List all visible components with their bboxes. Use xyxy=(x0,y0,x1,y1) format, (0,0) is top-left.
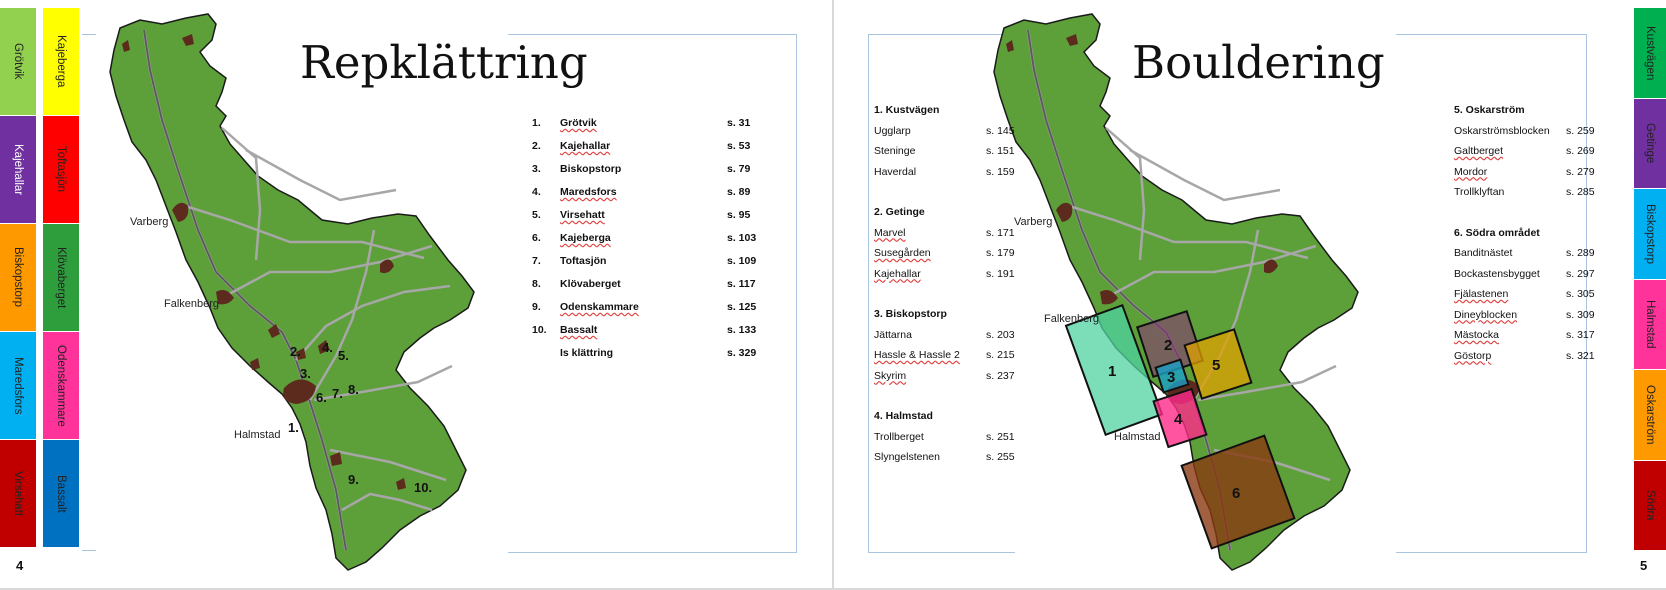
area-item-page-ref: s. 237 xyxy=(986,369,1015,382)
halland-map xyxy=(984,10,1374,575)
area-item-page-ref: s. 203 xyxy=(986,328,1015,341)
section-tab-maredsfors[interactable] xyxy=(0,332,36,439)
map-land xyxy=(994,14,1358,570)
area-item-page-ref: s. 321 xyxy=(1566,349,1595,362)
area-item-page-ref: s. 215 xyxy=(986,349,1015,361)
section-tab-virsehatt[interactable] xyxy=(0,440,36,547)
area-number: 1 xyxy=(1108,363,1117,380)
area-item-name: Susegården xyxy=(874,247,931,259)
section-tab-label: Biskopstorp xyxy=(12,247,24,308)
toc-page-ref: s. 133 xyxy=(727,324,757,336)
toc-crag-name: Biskopstorp xyxy=(560,163,622,175)
area-group xyxy=(874,304,1024,386)
section-tab-bassalt[interactable] xyxy=(43,440,79,547)
area-item-page-ref: s. 179 xyxy=(986,247,1015,259)
area-item[interactable] xyxy=(1454,121,1624,142)
area-item-name: Hassle & Hassle 2 xyxy=(874,349,960,361)
area-item-page-ref: s. 289 xyxy=(1566,247,1595,259)
section-tab-label: Getinge xyxy=(1644,123,1656,164)
area-item-name: Trollklyftan xyxy=(1454,186,1505,198)
area-item-page-ref: s. 279 xyxy=(1566,165,1595,178)
page-title: Bouldering xyxy=(1132,36,1385,89)
area-item-page-ref: s. 145 xyxy=(986,124,1015,137)
toc-page-ref: s. 79 xyxy=(727,163,751,175)
toc-row[interactable] xyxy=(532,204,792,227)
toc-row[interactable] xyxy=(532,273,792,296)
town-label-falkenberg: Falkenberg xyxy=(164,298,220,310)
section-tab-biskopstorp[interactable] xyxy=(1634,189,1666,279)
section-tab-odenskammare[interactable] xyxy=(43,332,79,439)
section-tab-label: Kustvägen xyxy=(1644,25,1656,80)
section-tab-label: Maredsfors xyxy=(12,356,24,415)
crag-marker: 8. xyxy=(348,382,359,397)
crag-marker: 2. xyxy=(290,344,301,359)
area-item[interactable] xyxy=(874,141,1024,162)
area-item-name: Göstorp xyxy=(1454,349,1492,362)
area-number: 4 xyxy=(1174,411,1183,428)
area-item-page-ref: s. 297 xyxy=(1566,267,1595,280)
crag-marker: 6. xyxy=(316,390,327,405)
area-item-name: Haverdal xyxy=(874,165,917,178)
area-item[interactable] xyxy=(874,345,1024,366)
content-frame-top-left xyxy=(82,34,96,551)
section-tab-kustvägen[interactable] xyxy=(1634,8,1666,98)
section-tab-label: Oskarström xyxy=(1644,385,1656,445)
section-tab-toftasjön[interactable] xyxy=(43,116,79,223)
area-item-name: Oskarströmsblocken xyxy=(1454,124,1550,137)
crag-marker: 5. xyxy=(338,348,349,363)
area-group-title: 3. Biskopstorp xyxy=(874,308,947,320)
toc-row[interactable] xyxy=(532,227,792,250)
area-item[interactable] xyxy=(1454,346,1624,367)
area-item[interactable] xyxy=(874,223,1024,244)
town-label-halmstad: Halmstad xyxy=(234,429,281,441)
area-item-page-ref: s. 151 xyxy=(986,145,1015,157)
area-item[interactable] xyxy=(874,121,1024,142)
area-item-name: Mästocka xyxy=(1454,329,1499,341)
town-label-falkenberg: Falkenberg xyxy=(1044,313,1100,325)
toc-row[interactable] xyxy=(532,296,792,319)
area-group-title: 2. Getinge xyxy=(874,206,925,218)
section-tab-label: Toftasjön xyxy=(55,146,67,193)
toc-number: 7. xyxy=(532,255,541,267)
area-item-page-ref: s. 259 xyxy=(1566,124,1595,137)
toc-page-ref: s. 89 xyxy=(727,186,751,198)
area-item-page-ref: s. 255 xyxy=(986,451,1015,463)
toc-crag-name: Maredsfors xyxy=(560,186,617,198)
toc-row[interactable] xyxy=(532,158,792,181)
toc-crag-name: Toftasjön xyxy=(560,255,607,267)
area-item-name: Skyrim xyxy=(874,369,907,382)
toc-number: 4. xyxy=(532,186,541,198)
section-tab-label: Kajeberga xyxy=(55,35,67,88)
area-group xyxy=(874,202,1024,284)
section-tab-label: Bassalt xyxy=(55,474,67,513)
area-item-page-ref: s. 305 xyxy=(1566,288,1595,300)
section-tab-label: Odenskammare xyxy=(55,344,67,427)
section-tab-label: Kajehallar xyxy=(12,143,24,196)
toc-row[interactable] xyxy=(532,342,792,365)
toc-page-ref: s. 125 xyxy=(727,301,757,313)
section-tab-kajehallar[interactable] xyxy=(0,116,36,223)
area-item-page-ref: s. 317 xyxy=(1566,329,1595,341)
section-tab-grötvik[interactable] xyxy=(0,8,36,115)
toc-page-ref: s. 31 xyxy=(727,117,751,129)
area-item[interactable] xyxy=(874,264,1024,285)
area-item[interactable] xyxy=(1454,141,1624,162)
crag-marker: 4. xyxy=(322,340,333,355)
toc-row[interactable] xyxy=(532,250,792,273)
area-item-name: Dineyblocken xyxy=(1454,308,1518,321)
area-item-page-ref: s. 269 xyxy=(1566,145,1595,157)
section-tab-label: Halmstad xyxy=(1644,299,1656,349)
area-item[interactable] xyxy=(874,366,1024,387)
area-number: 6 xyxy=(1232,485,1241,502)
area-item-page-ref: s. 309 xyxy=(1566,308,1595,321)
toc-row[interactable] xyxy=(532,135,792,158)
page-number: 4 xyxy=(16,558,24,573)
area-item[interactable] xyxy=(1454,243,1624,264)
right-page xyxy=(834,0,1666,588)
area-item[interactable] xyxy=(1454,162,1624,183)
crag-marker: 9. xyxy=(348,472,359,487)
toc-crag-name: Kajehallar xyxy=(560,140,611,152)
toc-number: 10. xyxy=(532,324,547,336)
area-item-name: Banditnästet xyxy=(1454,247,1513,259)
area-item[interactable] xyxy=(1454,305,1624,326)
section-tab-label: Södra xyxy=(1644,489,1656,521)
area-item[interactable] xyxy=(874,427,1024,448)
area-item[interactable] xyxy=(1454,182,1624,203)
toc-row[interactable] xyxy=(532,181,792,204)
toc-number: 1. xyxy=(532,117,541,129)
section-tab-biskopstorp[interactable] xyxy=(0,224,36,331)
section-tab-södra[interactable] xyxy=(1634,461,1666,551)
area-item-name: Galtberget xyxy=(1454,145,1504,157)
toc-row[interactable] xyxy=(532,112,792,135)
area-item[interactable] xyxy=(1454,325,1624,346)
area-item[interactable] xyxy=(874,325,1024,346)
toc-number: 5. xyxy=(532,209,541,221)
area-group xyxy=(874,100,1024,182)
area-number: 5 xyxy=(1212,357,1221,374)
section-tab-oskarström[interactable] xyxy=(1634,370,1666,460)
section-tab-klövaberget[interactable] xyxy=(43,224,79,331)
crag-marker: 1. xyxy=(288,420,299,435)
area-group-title: 4. Halmstad xyxy=(874,410,933,422)
section-tab-getinge[interactable] xyxy=(1634,99,1666,189)
toc-crag-name: Grötvik xyxy=(560,117,597,129)
crag-marker: 10. xyxy=(414,480,433,495)
area-item-name: Mordor xyxy=(1454,165,1488,178)
crag-marker: 3. xyxy=(300,366,311,381)
toc-number: 8. xyxy=(532,278,541,290)
area-group xyxy=(1454,100,1624,203)
left-page xyxy=(0,0,832,588)
area-group xyxy=(1454,223,1624,367)
section-tab-label: Virsehatt xyxy=(12,470,24,517)
halland-map xyxy=(100,10,490,575)
page-title: Repklättring xyxy=(300,36,588,89)
area-item-name: Fjälastenen xyxy=(1454,288,1509,300)
area-item-name: Steninge xyxy=(874,145,916,157)
area-item[interactable] xyxy=(874,243,1024,264)
section-tab-kajeberga[interactable] xyxy=(43,8,79,115)
area-item[interactable] xyxy=(1454,264,1624,285)
toc-crag-name: Klövaberget xyxy=(560,278,621,290)
area-item-name: Marvel xyxy=(874,226,906,239)
toc-page-ref: s. 109 xyxy=(727,255,757,267)
area-item-name: Jättarna xyxy=(874,328,912,341)
area-number: 3 xyxy=(1167,369,1176,386)
section-tab-label: Klövaberget xyxy=(55,246,67,309)
crag-index xyxy=(532,112,792,365)
area-item-page-ref: s. 285 xyxy=(1566,186,1595,198)
toc-number: 2. xyxy=(532,140,541,152)
area-item-name: Ugglarp xyxy=(874,124,911,137)
toc-number: 9. xyxy=(532,301,541,313)
area-group xyxy=(874,406,1024,468)
area-number: 2 xyxy=(1164,337,1173,354)
toc-row[interactable] xyxy=(532,319,792,342)
toc-page-ref: s. 117 xyxy=(727,278,756,290)
toc-page-ref: s. 329 xyxy=(727,347,757,359)
crag-marker: 7. xyxy=(332,386,343,401)
area-item-name: Trollberget xyxy=(874,430,924,443)
town-label-varberg: Varberg xyxy=(130,216,169,228)
section-tab-label: Biskopstorp xyxy=(1644,203,1656,264)
toc-page-ref: s. 103 xyxy=(727,232,757,244)
area-item[interactable] xyxy=(874,162,1024,183)
area-item-page-ref: s. 251 xyxy=(986,430,1015,443)
toc-crag-name: Odenskammare xyxy=(560,301,639,313)
toc-crag-name: Bassalt xyxy=(560,324,598,336)
town-label-varberg: Varberg xyxy=(1014,216,1053,228)
toc-number: 3. xyxy=(532,163,541,175)
toc-crag-name: Kajeberga xyxy=(560,232,611,244)
area-group-title: 6. Södra området xyxy=(1454,226,1540,239)
area-item-page-ref: s. 159 xyxy=(986,165,1015,178)
section-tab-halmstad[interactable] xyxy=(1634,280,1666,370)
toc-page-ref: s. 53 xyxy=(727,140,751,152)
page-number: 5 xyxy=(1640,558,1648,573)
area-group-title: 1. Kustvägen xyxy=(874,104,940,116)
toc-crag-name: Is klättring xyxy=(560,347,614,359)
area-item-name: Bockastensbygget xyxy=(1454,267,1540,280)
area-item-name: Slyngelstenen xyxy=(874,451,940,463)
area-item[interactable] xyxy=(1454,284,1624,305)
area-item-page-ref: s. 171 xyxy=(986,226,1015,239)
area-item-name: Kajehallar xyxy=(874,267,921,280)
area-group-title: 5. Oskarström xyxy=(1454,104,1525,116)
toc-page-ref: s. 95 xyxy=(727,209,751,221)
toc-number: 6. xyxy=(532,232,541,244)
toc-crag-name: Virsehatt xyxy=(560,209,605,221)
town-label-halmstad: Halmstad xyxy=(1114,431,1161,443)
area-item[interactable] xyxy=(874,447,1024,468)
section-tab-label: Grötvik xyxy=(12,43,24,80)
area-item-page-ref: s. 191 xyxy=(986,267,1015,280)
